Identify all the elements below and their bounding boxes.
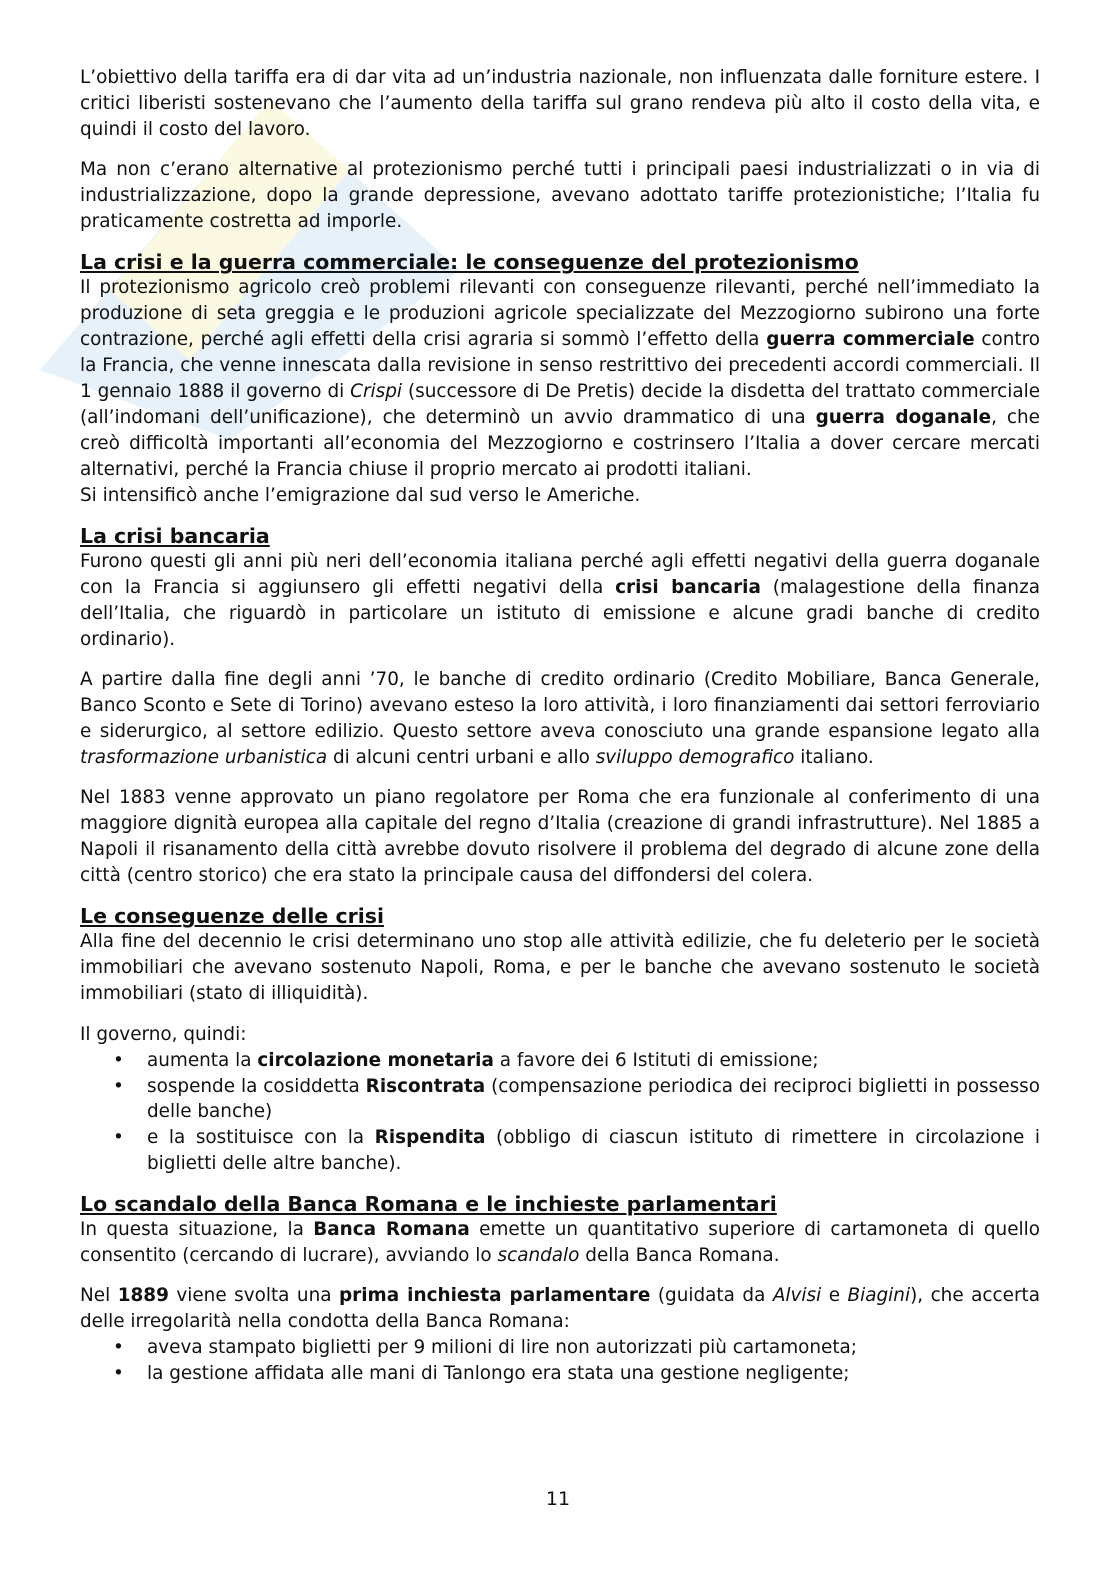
italic-text: sviluppo demografico — [595, 746, 795, 768]
bold-text: Riscontrata — [365, 1075, 486, 1097]
section-heading — [80, 903, 1040, 929]
bold-text: guerra commerciale — [766, 329, 975, 351]
italic-text: Alvisi — [772, 1285, 822, 1307]
text-run: (obbligo di ciascun istituto di rimettere in circolazione i biglietti delle altre banche). — [147, 1127, 1040, 1175]
bold-text: Banca Romana — [313, 1219, 470, 1241]
list-item — [80, 1335, 1040, 1361]
bold-text: prima inchiesta parlamentare — [339, 1285, 651, 1307]
page-number: 11 — [545, 1488, 571, 1510]
text-run: Alla fine del decennio le crisi determinano uno stop alle attività edilizie, che fu deleterio per le società immobiliari che avevano sostenuto Napoli, Roma, e per le banche che avevano sostenuto le società immobiliari (stato di illiquidità). — [80, 931, 1040, 1005]
text-run: Furono questi gli anni più neri dell’economia italiana perché agli effetti negativi della guerra doganale con la Francia si aggiunsero gli effetti negativi della — [80, 551, 1040, 598]
text-run: emette un quantitativo superiore di cartamoneta di quello consentito (cercando di lucrare), avviando lo — [80, 1219, 1040, 1267]
bold-text: crisi bancaria — [615, 577, 761, 598]
text-run: La crisi bancaria — [80, 524, 270, 549]
bold-text: Rispendita — [374, 1127, 486, 1149]
paragraph — [80, 667, 1040, 771]
text-run: Il governo, quindi: — [80, 1023, 247, 1045]
text-run: In questa situazione, la — [80, 1219, 314, 1241]
list-item — [80, 1125, 1040, 1177]
section-heading — [80, 249, 1040, 275]
text-run: della Banca Romana. — [579, 1245, 780, 1267]
paragraph — [80, 157, 1040, 235]
text-run: Il protezionismo agricolo creò problemi rilevanti con conseguenze rilevanti, perché nell’immediato la produzione di seta greggia e le produzioni agricole specializzate del Mezzogiorno subirono una forte contrazione, perché agli effetti della crisi agraria si sommò l’effetto della — [80, 277, 1040, 351]
bullet-list — [80, 1335, 1040, 1387]
text-run: Ma non c’erano alternative al protezionismo perché tutti i principali paesi industrializzati o in via di industrializzazione, dopo la grande depressione, avevano adottato tariffe protezionistiche; l’Italia fu praticamente costretta ad imporle. — [80, 159, 1040, 233]
paragraph — [80, 549, 1040, 653]
text-run: Si intensificò anche l’emigrazione dal sud verso le Americhe. — [80, 484, 641, 506]
text-run: A partire dalla fine degli anni ’70, le banche di credito ordinario (Credito Mobiliare, Banca Generale, Banco Sconto e Sete di Torino) avevano esteso la loro attività, i loro finanziamenti dai settori ferroviario e siderurgico, al settore edilizio. Questo settore aveva conosciuto una grande espansione legato alla — [80, 669, 1040, 743]
bullet-list — [80, 1048, 1040, 1178]
italic-text: trasformazione urbanistica — [80, 746, 328, 768]
text-run: , che creò difficoltà importanti all’economia del Mezzogiorno e costrinsero l’Italia a dover cercare mercati alternativi, perché la Francia chiuse il proprio mercato ai prodotti italiani. — [80, 406, 1040, 480]
paragraph — [80, 483, 1040, 509]
text-run: e — [821, 1285, 848, 1307]
paragraph — [80, 929, 1040, 1007]
text-run: la gestione affidata alle mani di Tanlongo era stata una gestione negligente; — [147, 1363, 850, 1385]
text-run: (successore di De Pretis) decide la disdetta del trattato commerciale (all’indomani dell’unificazione), che determinò un avvio drammatico di una — [80, 381, 1041, 428]
italic-text: Crispi — [350, 381, 403, 403]
text-run: ), che accerta delle irregolarità nella condotta della Banca Romana: — [80, 1285, 1040, 1333]
text-run: L’obiettivo della tariffa era di dar vita ad un’industria nazionale, non influenzata dalle forniture estere. I critici liberisti sostenevano che l’aumento della tariffa sul grano rendeva più alto il costo della vita, e quindi il costo del lavoro. — [80, 67, 1040, 140]
text-run: Lo scandalo della Banca Romana e le inchieste parlamentari — [80, 1192, 777, 1217]
text-run: Nel — [80, 1285, 118, 1307]
text-run: Nel 1883 venne approvato un piano regolatore per Roma che era funzionale al conferimento di una maggiore dignità europea alla capitale del regno d’Italia (creazione di grandi infrastrutture). Nel 1885 a Napoli il risanamento della città avrebbe dovuto risolvere il problema del degrado di alcune zone della città (centro storico) che era stato la principale causa del diffondersi del colera. — [80, 787, 1040, 887]
section-heading — [80, 523, 1040, 549]
text-run: sospende la cosiddetta — [147, 1075, 366, 1097]
bold-text: 1889 — [117, 1285, 169, 1307]
bold-text: circolazione monetaria — [257, 1049, 494, 1071]
list-item — [80, 1361, 1040, 1387]
bold-text: guerra doganale — [815, 406, 992, 428]
text-run: (guidata da — [650, 1285, 773, 1307]
text-run: (malagestione della finanza dell’Italia, che riguardò in particolare un istituto di emissione e alcune gradi banche di credito ordinario). — [80, 577, 1040, 650]
paragraph — [80, 1283, 1040, 1335]
document-body — [80, 65, 1040, 1401]
section-heading — [80, 1191, 1040, 1217]
text-run: contro la Francia, che venne innescata dalla revisione in senso restrittivo dei precedenti accordi commerciali. Il 1 gennaio 1888 il governo di — [80, 329, 1041, 403]
italic-text: scandalo — [497, 1245, 580, 1267]
paragraph — [80, 1217, 1040, 1269]
text-run: (compensazione periodica dei reciproci biglietti in possesso delle banche) — [147, 1075, 1040, 1123]
text-run: La crisi e la guerra commerciale: le conseguenze del protezionismo — [80, 250, 859, 275]
text-run: Le conseguenze delle crisi — [80, 904, 384, 929]
paragraph — [80, 275, 1040, 482]
list-item — [80, 1074, 1040, 1126]
list-item — [80, 1048, 1040, 1074]
paragraph — [80, 65, 1040, 143]
italic-text: Biagini — [847, 1285, 911, 1307]
paragraph — [80, 785, 1040, 889]
text-run: e la sostituisce con la — [147, 1127, 375, 1149]
text-run: aumenta la — [147, 1049, 258, 1071]
paragraph — [80, 1022, 1040, 1048]
text-run: di alcuni centri urbani e allo — [327, 746, 596, 768]
text-run: aveva stampato biglietti per 9 milioni di lire non autorizzati più cartamoneta; — [147, 1337, 858, 1359]
text-run: a favore dei 6 Istituti di emissione; — [493, 1049, 819, 1071]
text-run: italiano. — [794, 746, 874, 768]
text-run: viene svolta una — [168, 1285, 340, 1307]
